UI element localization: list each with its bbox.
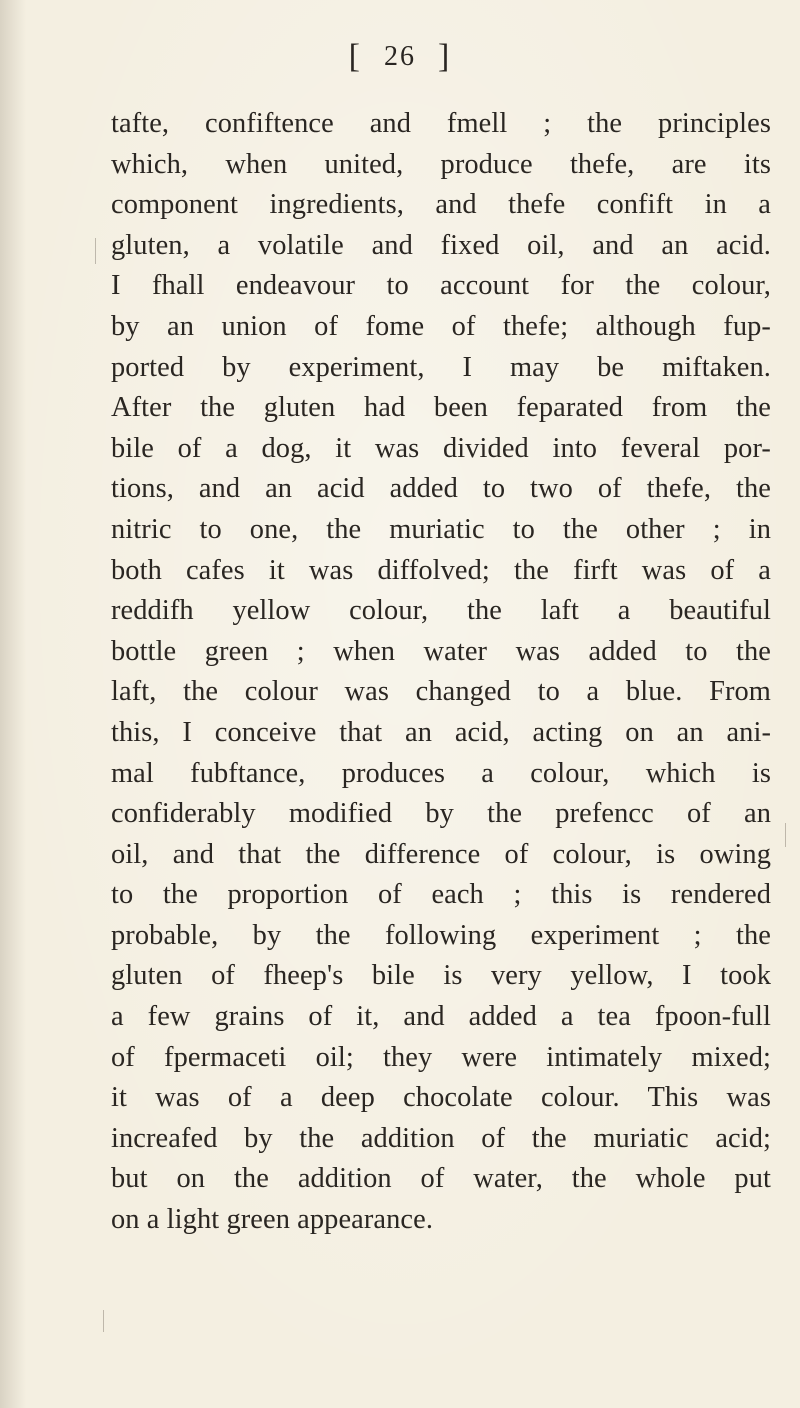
paper-mark [95,238,96,264]
text-line: I fhall endeavour to account for the colour, [111,270,771,302]
text-line: After the gluten had been feparated from the [111,392,771,424]
text-line: laft, the colour was changed to a blue. From [111,676,771,708]
text-line: to the proportion of each ; this is rendered [111,879,771,911]
body-text [111,104,771,1241]
text-line: confiderably modified by the prefencc of an [111,798,771,830]
text-line: of fpermaceti oil; they were intimately mixed; [111,1041,771,1073]
text-line: both cafes it was diffolved; the firft was of a [111,554,771,586]
right-bracket: ] [438,38,452,75]
text-line: tions, and an acid added to two of thefe, the [111,473,771,505]
text-line: tafte, confiftence and fmell ; the principles [111,108,771,139]
text-line: bottle green ; when water was added to the [111,635,771,667]
text-line: mal fubftance, produces a colour, which is [111,757,771,789]
text-line: reddifh yellow colour, the laft a beautiful [111,595,771,627]
text-line: increafed by the addition of the muriatic acid; [111,1122,771,1154]
text-line: gluten of fheep's bile is very yellow, I took [111,960,771,992]
text-line: it was of a deep chocolate colour. This was [111,1082,771,1114]
text-line: on a light green appearance. [111,1204,434,1236]
text-line: oil, and that the difference of colour, is owing [111,838,771,870]
running-head [0,38,800,76]
page-number: 26 [384,41,416,72]
paper-mark [103,1310,104,1332]
text-line: nitric to one, the muriatic to the other ; in [111,513,771,545]
text-line: component ingredients, and thefe confift in a [111,189,771,221]
left-bracket: [ [348,38,362,75]
text-line: this, I conceive that an acid, acting on an ani- [111,716,771,748]
text-line: probable, by the following experiment ; the [111,919,771,951]
text-line: which, when united, produce thefe, are its [111,148,771,180]
gutter-shadow [0,0,26,1408]
text-line: by an union of fome of thefe; although fup- [111,310,771,342]
text-line: a few grains of it, and added a tea fpoon-full [111,1001,771,1033]
text-line: bile of a dog, it was divided into feveral por- [111,432,771,464]
text-line: ported by experiment, I may be miftaken. [111,351,771,383]
text-line: but on the addition of water, the whole put [111,1163,771,1195]
paper-mark [785,823,786,847]
text-line: gluten, a volatile and fixed oil, and an acid. [111,229,771,261]
